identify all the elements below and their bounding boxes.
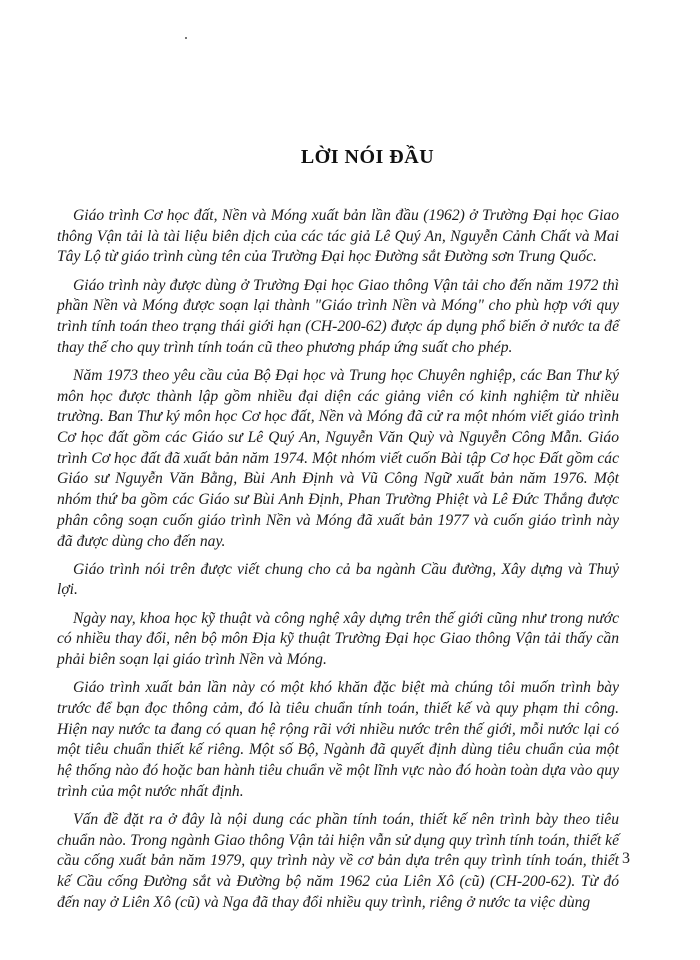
paragraph: Giáo trình Cơ học đất, Nền và Móng xuất bản lần đầu (1962) ở Trường Đại học Giao thông Vận tải là tài liệu biên dịch của các tác giả Lê Quý An, Nguyễn Cảnh Chất và Mai Tây Lộ từ giáo trình cùng tên của Trường Đại học Đường sắt Đường sơn Trung Quốc. [57, 207, 619, 266]
paragraph: Ngày nay, khoa học kỹ thuật và công nghệ xây dựng trên thế giới cũng như trong nước có nhiều thay đổi, nên bộ môn Địa kỹ thuật Trường Đại học Giao thông Vận tải thấy cần phải biên soạn lại giáo trình Nền và Móng. [57, 609, 619, 669]
page-number: 3 [622, 850, 630, 867]
scan-speck [185, 37, 187, 39]
paragraph: Giáo trình xuất bản lần này có một khó khăn đặc biệt mà chúng tôi muốn trình bày trước để bạn đọc thông cảm, đó là tiêu chuẩn tính toán, thiết kế và quy phạm thi công. Hiện nay nước ta đang có quan hệ rộng rãi với nhiều nước trên thế giới, mỗi nước lại có một tiêu chuẩn thiết kế riêng. Một số Bộ, Ngành đã quyết định dùng tiêu chuẩn của một hệ thống nào đó hoặc ban hành tiêu chuẩn về một lĩnh vực nào đó hoàn toàn dựa vào quy trình của một nước nhất định. [57, 679, 619, 800]
paragraph: Năm 1973 theo yêu cầu của Bộ Đại học và Trung học Chuyên nghiệp, các Ban Thư ký môn học được thành lập gồm nhiều đại diện các giảng viên có kinh nghiệm từ nhiều trường. Ban Thư ký môn học Cơ học đất, Nền và Móng đã cử ra một nhóm viết giáo trình Cơ học đất gồm các Giáo sư Lê Quý An, Nguyễn Văn Quỳ và Nguyễn Công Mẫn. Giáo trình Cơ học đất đã xuất bản năm 1974. Một nhóm viết cuốn Bài tập Cơ học Đất gồm các Giáo sư Nguyễn Văn Bằng, Bùi Anh Định và Vũ Công Ngữ xuất bản năm 1976. Một nhóm thứ ba gồm các Giáo sư Bùi Anh Định, Phan Trường Phiệt và Lê Đức Thắng được phân công soạn cuốn giáo trình Nền và Móng đã xuất bản 1977 và cuốn giáo trình này đã được dùng cho đến nay. [57, 366, 619, 550]
paragraph: Giáo trình này được dùng ở Trường Đại học Giao thông Vận tải cho đến năm 1972 thì phần Nền và Móng được soạn lại thành "Giáo trình Nền và Móng" cho phù hợp với quy trình tính toán theo trạng thái giới hạn (CH-200-62) được áp dụng phổ biến ở nước ta để thay thế cho quy trình tính toán cũ theo phương pháp ứng suất cho phép. [57, 276, 619, 356]
document-body [57, 206, 619, 921]
paragraph: Vấn đề đặt ra ở đây là nội dung các phần tính toán, thiết kế nên trình bày theo tiêu chuẩn nào. Trong ngành Giao thông Vận tải hiện vẫn sử dụng quy trình tính toán, thiết kế cầu cống xuất bản năm 1979, quy trình này về cơ bản dựa trên quy trình tính toán, thiết kế Cầu cống Đường sắt và Đường bộ năm 1962 của Liên Xô (cũ) (CH-200-62). Từ đó đến nay ở Liên Xô (cũ) và Nga đã thay đổi nhiều quy trình, riêng ở nước ta việc dùng [57, 810, 619, 911]
page-title: LỜI NÓI ĐẦU [300, 146, 435, 168]
paragraph: Giáo trình nói trên được viết chung cho cả ba ngành Cầu đường, Xây dựng và Thuỷ lợi. [57, 560, 619, 599]
